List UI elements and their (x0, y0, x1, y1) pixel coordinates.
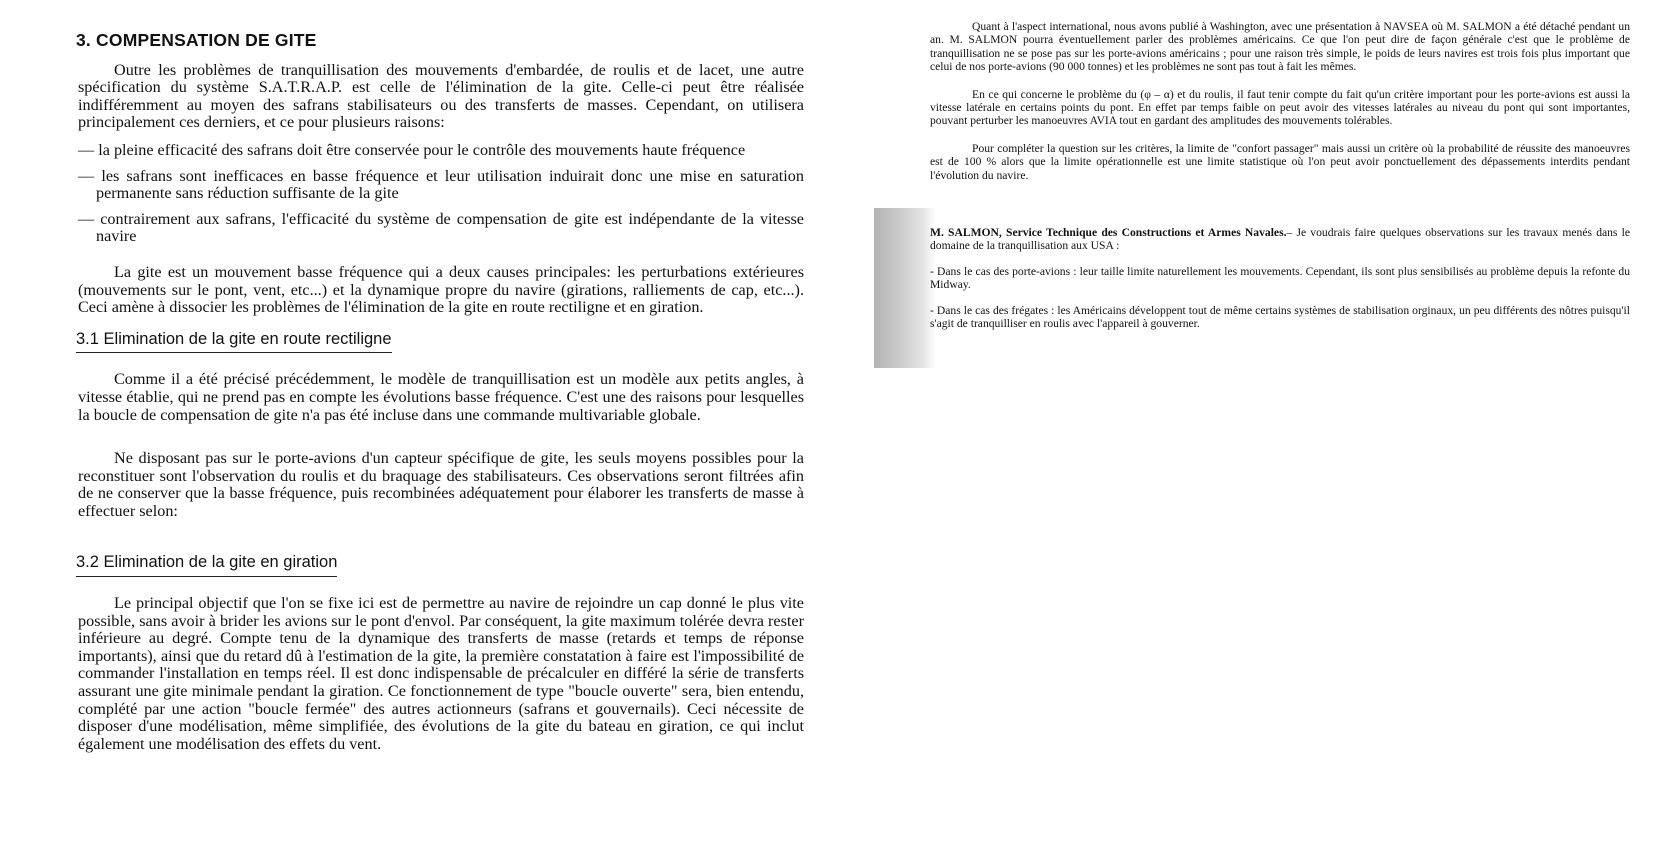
list-item: — la pleine efficacité des safrans doit être conservée pour le contrôle des mouvements haute fréquence (78, 140, 746, 159)
causes-paragraph: La gite est un mouvement basse fréquence qui a deux causes principales: les perturbations extérieures (mouvements sur le pont, vent, etc...) et la dynamique propre du navire (girations, ralliements de cap, etc...). Ceci amène à dissocier les problèmes de l'élimination de la gite en route rectiligne et en giration. (78, 262, 804, 317)
list-item: — les safrans sont inefficaces en basse fréquence et leur utilisation induirait donc une mise en saturation permanente sans réduction suffisante de la gite (78, 166, 804, 203)
turning-paragraph: Le principal objectif que l'on se fixe ici est de permettre au navire de rejoindre un cap donné le plus vite possible, sans avoir à brider les avions sur le pont d'envol. Par conséquent, la gite maximum tolérée devra rester inférieure au degré. Compte tenu de la dynamique des transferts de masse (retards et temps de réponse importants), ainsi que du retard dû à l'estimation de la gite, la première constatation à faire est l'impossibilité de commander l'installation en temps réel. Il est donc indispensable de précalculer en différé la série de transferts assurant une gite minimale pendant la giration. Ce fonctionnement de type "boucle ouverte" sera, bien entendu, complété par une action "boucle fermée" des autres actionneurs (safrans et gouvernails). Ceci nécessite de disposer d'une modélisation, même simplifiée, des évolutions de la gite du bateau en giration, ce qui inclut également une modélisation des effets du vent. (78, 594, 804, 753)
list-item: — contrairement aux safrans, l'efficacité du système de compensation de gite est indépendante de la vitesse navire (78, 209, 804, 246)
right-page (930, 0, 1630, 500)
subsection-title-3-1: 3.1 Elimination de la gite en route rectiligne (76, 331, 392, 354)
straight-route-paragraph-1: Comme il a été précisé précédemment, le modèle de tranquillisation est un modèle aux petits angles, à vitesse établie, qui ne prend pas en compte les évolutions basse fréquence. C'est une des raisons pour lesquelles la boucle de compensation de gite n'a pas été incluse dans une commande multivariable globale. (78, 370, 804, 424)
speaker-name: M. SALMON, Service Technique des Constructions et Armes Navales. (930, 226, 1287, 240)
intro-paragraph: Outre les problèmes de tranquillisation des mouvements d'embardée, de roulis et de lacet, une autre spécification du système S.A.T.R.A.P. est celle de l'élimination de la gite. Celle-ci peut être réalisée indifféremment au moyen des safrans stabilisateurs ou des transferts de masses. Cependant, on utilisera principalement ces derniers, et ce pour plusieurs raisons: (78, 60, 804, 132)
subsection-title-3-2: 3.2 Elimination de la gite en giration (76, 554, 337, 577)
observation-frigates: - Dans le cas des frégates : les Américains développent tout de même certains systèmes de stabilisation orginaux, un peu différents des nôtres puisqu'il s'agit de tranquilliser en roulis avec l'appareil à gouverner. (930, 303, 1630, 331)
international-paragraph: Quant à l'aspect international, nous avons publié à Washington, avec une présentation à NAVSEA où M. SALMON a été détaché pendant un an. M. SALMON pourra éventuellement parler des problèmes américains. Ce que l'on peut dire de façon générale c'est que le problème de tranquillisation ne se pose pas sur les porte-avions américains ; pour une raison très simple, le poids de leurs navires est trois fois plus important que celui de nos porte-avions (90 000 tonnes) et les problèmes ne sont pas tout à fait les mêmes. (930, 20, 1630, 74)
lateral-speed-paragraph: En ce qui concerne le problème du (φ – α) et du roulis, il faut tenir compte du fait qu'un critère important pour les porte-avions est aussi la vitesse latérale en certains points du pont. En effet par temps faible on peut avoir des vitesses latérales au niveau du pont qui sont importantes, pouvant perturber les manoeuvres AVIA tout en gardant des amplitudes des mouvements tolérables. (930, 87, 1630, 128)
straight-route-paragraph-2: Ne disposant pas sur le porte-avions d'un capteur spécifique de gite, les seuls moyens possibles pour la reconstituer sont l'observation du roulis et du braquage des stabilisateurs. Ces observations seront filtrées afin de ne conserver que la basse fréquence, puis recombinées adéquatement pour élaborer les transferts de masse à effectuer selon: (78, 449, 804, 520)
left-page (0, 0, 830, 844)
reasons-list (78, 142, 804, 246)
criteria-paragraph: Pour compléter la question sur les critères, la limite de "confort passager" mais aussi un critère où la probabilité de réussite des manoeuvres est de 100 % alors que la limite opérationnelle est une limite statistique où l'on peut avoir ponctuellement des dépassements interdits pendant l'évolution du navire. (930, 141, 1630, 182)
speaker-text: – Je voudrais faire quelques observations sur les travaux menés dans le domaine de la tranquillisation aux USA : (930, 226, 1630, 253)
speaker-paragraph (930, 226, 1630, 253)
salmon-remarks (930, 208, 1630, 352)
observation-carriers: - Dans le cas des porte-avions : leur taille limite naturellement les mouvements. Cependant, ils sont plus sensibilisés au problème depuis la refonte du Midway. (930, 264, 1630, 292)
scan-shadow (874, 208, 936, 368)
section-title: 3. COMPENSATION DE GITE (76, 30, 317, 50)
